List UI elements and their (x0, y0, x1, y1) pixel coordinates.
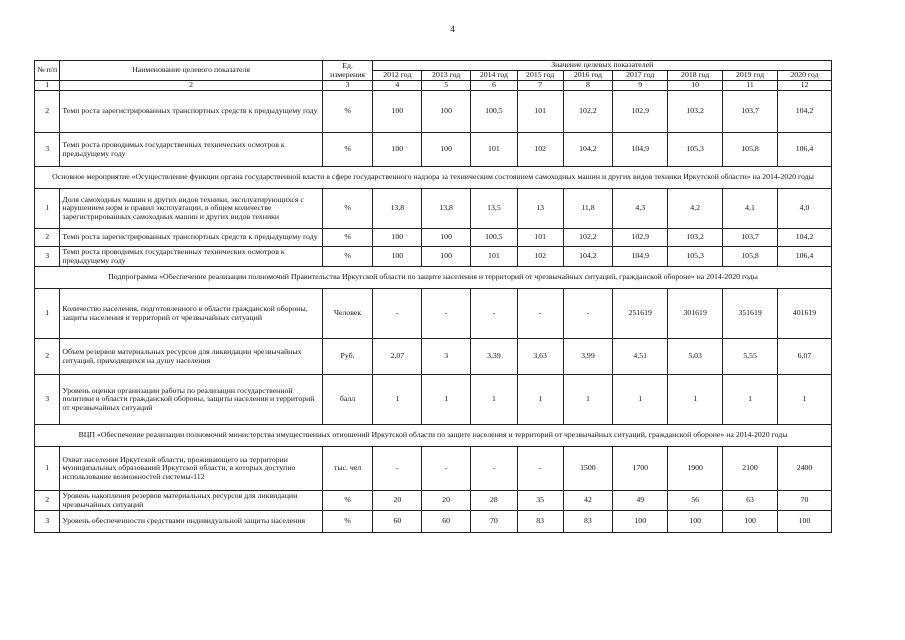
value-cell: 102,2 (563, 229, 613, 247)
value-cell: 13 (517, 189, 563, 229)
value-cell: 56 (668, 491, 723, 511)
column-number: 7 (517, 81, 563, 91)
value-cell: 70 (471, 511, 518, 533)
unit-cell: % (322, 247, 373, 267)
section-row (35, 167, 832, 189)
indicator-name: Количество населения, подготовленного в области гражданской обороны, защиты населения и территорий от чрезвычайных ситуаций (60, 289, 322, 339)
value-cell: 28 (471, 491, 518, 511)
value-cell: 103,7 (723, 91, 778, 133)
value-cell: 2,07 (373, 339, 422, 375)
header-num: № п/п (35, 61, 60, 81)
value-cell: 1 (668, 375, 723, 425)
value-cell: - (422, 447, 471, 491)
value-cell: 105,8 (723, 247, 778, 267)
value-cell: 101 (517, 91, 563, 133)
value-cell: 1 (422, 375, 471, 425)
indicator-name: Темп роста проводимых государственных технических осмотров к предыдущему году (60, 133, 322, 167)
header-unit: Ед. измерения (322, 61, 373, 81)
value-cell: 103,7 (723, 229, 778, 247)
section-title: Подпрограмма «Обеспечение реализации полномочий Правительства Иркутской области по защите населения и территорий от чрезвычайных ситуаций, гражданской обороне» на 2014-2020 годы (35, 267, 832, 289)
unit-cell: % (322, 133, 373, 167)
value-cell: 105,8 (723, 133, 778, 167)
column-number: 10 (668, 81, 723, 91)
value-cell: 20 (422, 491, 471, 511)
row-number: 2 (35, 339, 60, 375)
value-cell: 103,2 (668, 229, 723, 247)
year-header: 2012 год (373, 71, 422, 81)
value-cell: 35 (517, 491, 563, 511)
column-number: 1 (35, 81, 60, 91)
value-cell: 100 (723, 511, 778, 533)
value-cell: 105,3 (668, 133, 723, 167)
value-cell: - (471, 447, 518, 491)
value-cell: - (563, 289, 613, 339)
value-cell: 104,2 (563, 247, 613, 267)
column-number: 9 (613, 81, 668, 91)
row-number: 1 (35, 289, 60, 339)
value-cell: 104,2 (777, 91, 831, 133)
column-number: 2 (60, 81, 322, 91)
value-cell: 100 (373, 247, 422, 267)
row-number: 2 (35, 229, 60, 247)
indicator-name: Объем резервов материальных ресурсов для ликвидации чрезвычайных ситуаций, приходящихся на душу населения (60, 339, 322, 375)
header-name: Наименование целевого показателя (60, 61, 322, 81)
indicator-name: Уровень оценки организации работы по реализации государственной политики в области гражданской обороны, защиты населения и территорий от чрезвычайных ситуаций (60, 375, 322, 425)
value-cell: 63 (723, 491, 778, 511)
table-row (35, 189, 832, 229)
value-cell: - (373, 447, 422, 491)
column-number: 12 (777, 81, 831, 91)
value-cell: 83 (563, 511, 613, 533)
section-row (35, 425, 832, 447)
value-cell: 301619 (668, 289, 723, 339)
value-cell: 100,5 (471, 91, 518, 133)
value-cell: 4,3 (613, 189, 668, 229)
value-cell: - (422, 289, 471, 339)
value-cell: 2400 (777, 447, 831, 491)
page-number: 4 (450, 24, 455, 34)
column-number: 11 (723, 81, 778, 91)
value-cell: 6,07 (777, 339, 831, 375)
row-number: 2 (35, 491, 60, 511)
indicator-name: Темп роста зарегистрированных транспортных средств к предыдущему году (60, 91, 322, 133)
value-cell: 1 (471, 375, 518, 425)
table-row (35, 229, 832, 247)
value-cell: 3,99 (563, 339, 613, 375)
value-cell: 4,0 (777, 189, 831, 229)
column-number: 5 (422, 81, 471, 91)
value-cell: 5,55 (723, 339, 778, 375)
target-indicators-table (34, 60, 832, 533)
value-cell: 3 (422, 339, 471, 375)
table-row (35, 247, 832, 267)
value-cell: 13,5 (471, 189, 518, 229)
value-cell: 2100 (723, 447, 778, 491)
unit-cell: Руб. (322, 339, 373, 375)
value-cell: 100 (373, 91, 422, 133)
indicator-name: Охват населения Иркутской области, проживающего на территории муниципальных образований Иркутской области, в которых доступно использование возможностей системы-112 (60, 447, 322, 491)
value-cell: 13,8 (422, 189, 471, 229)
value-cell: 49 (613, 491, 668, 511)
row-number: 3 (35, 375, 60, 425)
value-cell: 1 (517, 375, 563, 425)
value-cell: 100 (422, 91, 471, 133)
indicator-name: Темп роста проводимых государственных технических осмотров к предыдущему году (60, 247, 322, 267)
value-cell: 102 (517, 133, 563, 167)
value-cell: - (471, 289, 518, 339)
value-cell: 101 (471, 133, 518, 167)
unit-cell: % (322, 189, 373, 229)
unit-cell: балл (322, 375, 373, 425)
row-number: 3 (35, 247, 60, 267)
value-cell: 42 (563, 491, 613, 511)
indicator-name: Темп роста зарегистрированных транспортных средств к предыдущему году (60, 229, 322, 247)
value-cell: 1900 (668, 447, 723, 491)
unit-cell: Человек (322, 289, 373, 339)
value-cell: - (373, 289, 422, 339)
value-cell: 102,9 (613, 229, 668, 247)
row-number: 2 (35, 91, 60, 133)
value-cell: 4,51 (613, 339, 668, 375)
value-cell: 20 (373, 491, 422, 511)
value-cell: 100 (373, 229, 422, 247)
table-row (35, 339, 832, 375)
year-header: 2016 год (563, 71, 613, 81)
value-cell: 1500 (563, 447, 613, 491)
value-cell: 100 (373, 133, 422, 167)
value-cell: 104,9 (613, 247, 668, 267)
value-cell: 100 (777, 511, 831, 533)
column-number: 8 (563, 81, 613, 91)
value-cell: 1 (613, 375, 668, 425)
value-cell: 251619 (613, 289, 668, 339)
value-cell: 3,39 (471, 339, 518, 375)
value-cell: 100,5 (471, 229, 518, 247)
value-cell: 1 (563, 375, 613, 425)
value-cell: 60 (422, 511, 471, 533)
value-cell: 1 (723, 375, 778, 425)
value-cell: 351619 (723, 289, 778, 339)
table-row (35, 375, 832, 425)
value-cell: 104,9 (613, 133, 668, 167)
section-title: ВЦП «Обеспечение реализации полномочий министерства имущественных отношений Иркутской области по защите населения и территорий от чрезвычайных ситуаций, гражданской обороне» на 2014-2020 годы (35, 425, 832, 447)
value-cell: 83 (517, 511, 563, 533)
section-title: Основное мероприятие «Осуществление функции органа государственной власти в сфере государственного надзора за техническим состоянием самоходных машин и других видов техники Иркутской области» на 2014-2020 годы (35, 167, 832, 189)
column-number: 3 (322, 81, 373, 91)
value-cell: 60 (373, 511, 422, 533)
value-cell: 102,2 (563, 91, 613, 133)
value-cell: 105,3 (668, 247, 723, 267)
value-cell: 106,4 (777, 133, 831, 167)
column-number: 6 (471, 81, 518, 91)
table-row (35, 91, 832, 133)
value-cell: 104,2 (777, 229, 831, 247)
year-header: 2014 год (471, 71, 518, 81)
year-header: 2013 год (422, 71, 471, 81)
value-cell: 100 (422, 247, 471, 267)
column-number: 4 (373, 81, 422, 91)
value-cell: - (517, 289, 563, 339)
value-cell: 100 (668, 511, 723, 533)
indicator-name: Уровень обеспеченности средствами индивидуальной защиты населения (60, 511, 322, 533)
section-row (35, 267, 832, 289)
value-cell: 102 (517, 247, 563, 267)
value-cell: 5,03 (668, 339, 723, 375)
value-cell: 103,2 (668, 91, 723, 133)
value-cell: 100 (422, 133, 471, 167)
indicator-name: Доля самоходных машин и других видов техники, эксплуатирующихся с нарушением норм и правил эксплуатации, в общем количестве зарегистрированных самоходных машин и других видов техники (60, 189, 322, 229)
table-row (35, 447, 832, 491)
row-number: 1 (35, 189, 60, 229)
value-cell: 1 (777, 375, 831, 425)
row-number: 3 (35, 133, 60, 167)
value-cell: 11,8 (563, 189, 613, 229)
value-cell: 101 (471, 247, 518, 267)
value-cell: 70 (777, 491, 831, 511)
value-cell: 100 (613, 511, 668, 533)
value-cell: 1700 (613, 447, 668, 491)
year-header: 2018 год (668, 71, 723, 81)
value-cell: 104,2 (563, 133, 613, 167)
value-cell: 3,63 (517, 339, 563, 375)
year-header: 2020 год (777, 71, 831, 81)
value-cell: 13,8 (373, 189, 422, 229)
value-cell: 106,4 (777, 247, 831, 267)
header-values: Значение целевых показателей (373, 61, 832, 71)
indicator-name: Уровень накопления резервов материальных ресурсов для ликвидации чрезвычайных ситуаций (60, 491, 322, 511)
table-row (35, 491, 832, 511)
unit-cell: % (322, 491, 373, 511)
value-cell: 4,2 (668, 189, 723, 229)
value-cell: 101 (517, 229, 563, 247)
value-cell: - (517, 447, 563, 491)
value-cell: 4,1 (723, 189, 778, 229)
year-header: 2019 год (723, 71, 778, 81)
value-cell: 102,9 (613, 91, 668, 133)
year-header: 2017 год (613, 71, 668, 81)
table-row (35, 289, 832, 339)
row-number: 1 (35, 447, 60, 491)
unit-cell: % (322, 91, 373, 133)
unit-cell: % (322, 229, 373, 247)
value-cell: 100 (422, 229, 471, 247)
unit-cell: тыс. чел (322, 447, 373, 491)
table-row (35, 133, 832, 167)
table-row (35, 511, 832, 533)
value-cell: 1 (373, 375, 422, 425)
unit-cell: % (322, 511, 373, 533)
year-header: 2015 год (517, 71, 563, 81)
row-number: 3 (35, 511, 60, 533)
value-cell: 401619 (777, 289, 831, 339)
